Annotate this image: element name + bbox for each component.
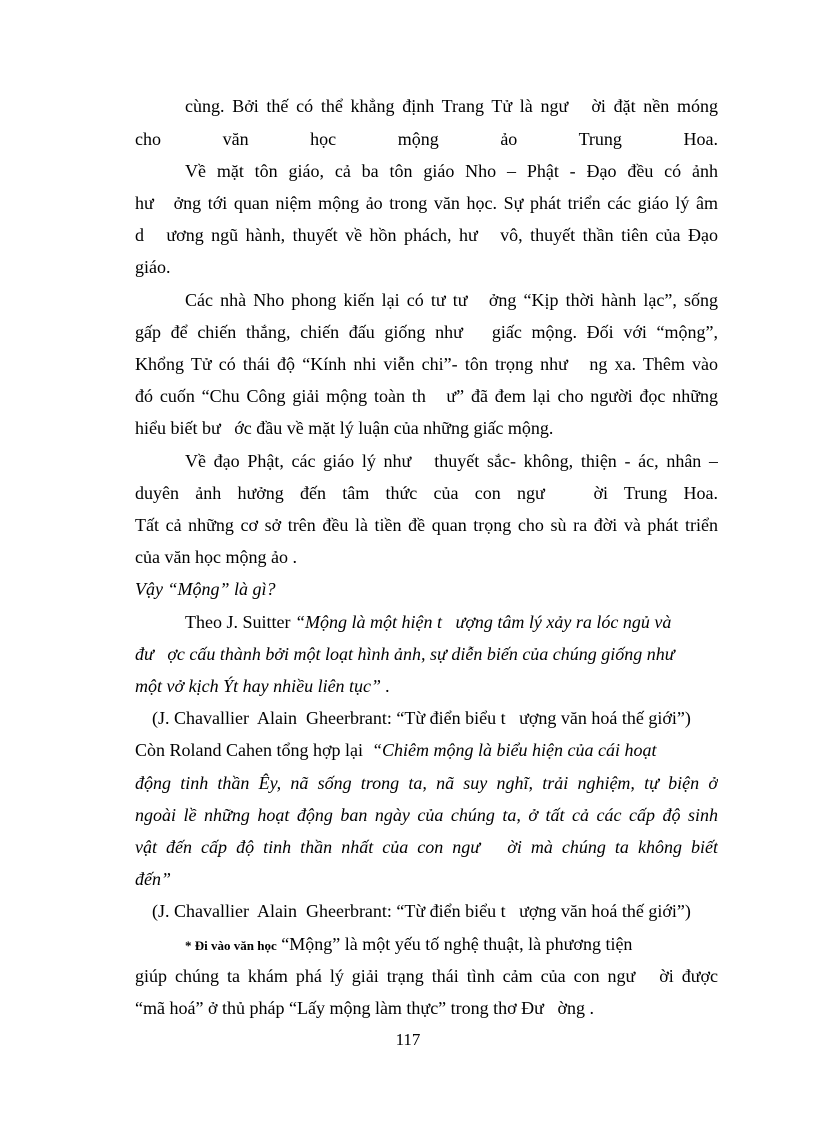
text-line: d ương ngũ hành, thuyết về hồn phách, hư vô, thuyết thần tiên của Đạo — [135, 225, 718, 245]
quote-line: ngoài lề những hoạt động ban ngày của chúng ta, ở tất cả các cấp độ sinh — [135, 805, 718, 825]
text-line — [135, 738, 718, 762]
text-line: Tất cả những cơ sở trên đều là tiền đề quan trọng cho sù ra đời và phát triển — [135, 515, 718, 535]
text-line: hư ởng tới quan niệm mộng ảo trong văn học. Sự phát triển các giáo lý âm — [135, 193, 718, 213]
text-line: gấp để chiến thắng, chiến đấu giống như giấc mộng. Đối với “mộng”, — [135, 322, 718, 342]
text-line: Các nhà Nho phong kiến lại có tư tư ởng “Kịp thời hành lạc”, sống — [185, 290, 718, 310]
quote-line: đến” — [135, 869, 171, 889]
quote-line: vật đến cấp độ tinh thần nhất của con ngư ời mà chúng ta không biết — [135, 837, 718, 857]
text-line: cho văn học mộng ảo Trung Hoa. — [135, 129, 718, 149]
page-number: 117 — [395, 1030, 421, 1049]
quote-text: “Mộng là một hiện t ượng tâm lý xảy ra lóc ngủ và — [295, 612, 672, 632]
text-line: Về mặt tôn giáo, cả ba tôn giáo Nho – Phật - Đạo đều có ảnh — [185, 161, 718, 181]
author-name: Còn Roland Cahen tổng hợp lại — [135, 740, 363, 760]
citation: (J. Chavallier Alain Gheerbrant: “Từ điển biểu t ượng văn hoá thế giới”) — [152, 901, 691, 921]
text-line: của văn học mộng ảo . — [135, 547, 297, 567]
quote-text: “Chiêm mộng là biểu hiện của cái hoạt — [372, 740, 657, 760]
text-span: “Mộng” là một yếu tố nghệ thuật, là phương tiện — [281, 934, 633, 954]
quote-line: động tinh thần Êy, nã sống trong ta, nã suy nghĩ, trải nghiệm, tự biện ở — [135, 773, 718, 793]
author-name: Theo J. Suitter — [185, 612, 291, 632]
subheading: * Đi vào văn học — [185, 938, 277, 953]
text-line: Khổng Tử có thái độ “Kính nhi viễn chi”- tôn trọng như ng xa. Thêm vào — [135, 354, 718, 374]
text-line: giáo. — [135, 257, 171, 277]
text-line: duyên ảnh hưởng đến tâm thức của con ngư ời Trung Hoa. — [135, 483, 718, 503]
text-line — [185, 610, 718, 634]
text-line: Về đạo Phật, các giáo lý như thuyết sắc- không, thiện - ác, nhân – — [185, 451, 718, 471]
text-line: cùng. Bởi thế có thể khẳng định Trang Tử là ngư ời đặt nền móng — [185, 96, 718, 116]
section-heading: Vậy “Mộng” là gì? — [135, 579, 276, 599]
citation: (J. Chavallier Alain Gheerbrant: “Từ điển biểu t ượng văn hoá thế giới”) — [152, 708, 691, 728]
text-line — [185, 932, 718, 956]
text-line: hiểu biết bư ớc đầu về mặt lý luận của những giấc mộng. — [135, 418, 554, 438]
quote-line: một vở kịch Ýt hay nhiều liên tục” . — [135, 676, 391, 696]
text-line: giúp chúng ta khám phá lý giải trạng thái tình cảm của con ngư ời được — [135, 966, 718, 986]
text-line: “mã hoá” ở thủ pháp “Lấy mộng làm thực” trong thơ Đư ờng . — [135, 998, 594, 1018]
text-line: đó cuốn “Chu Công giải mộng toàn th ư” đã đem lại cho người đọc những — [135, 386, 718, 406]
quote-line: đư ợc cấu thành bởi một loạt hình ảnh, sự diễn biến của chúng giống như — [135, 644, 675, 664]
